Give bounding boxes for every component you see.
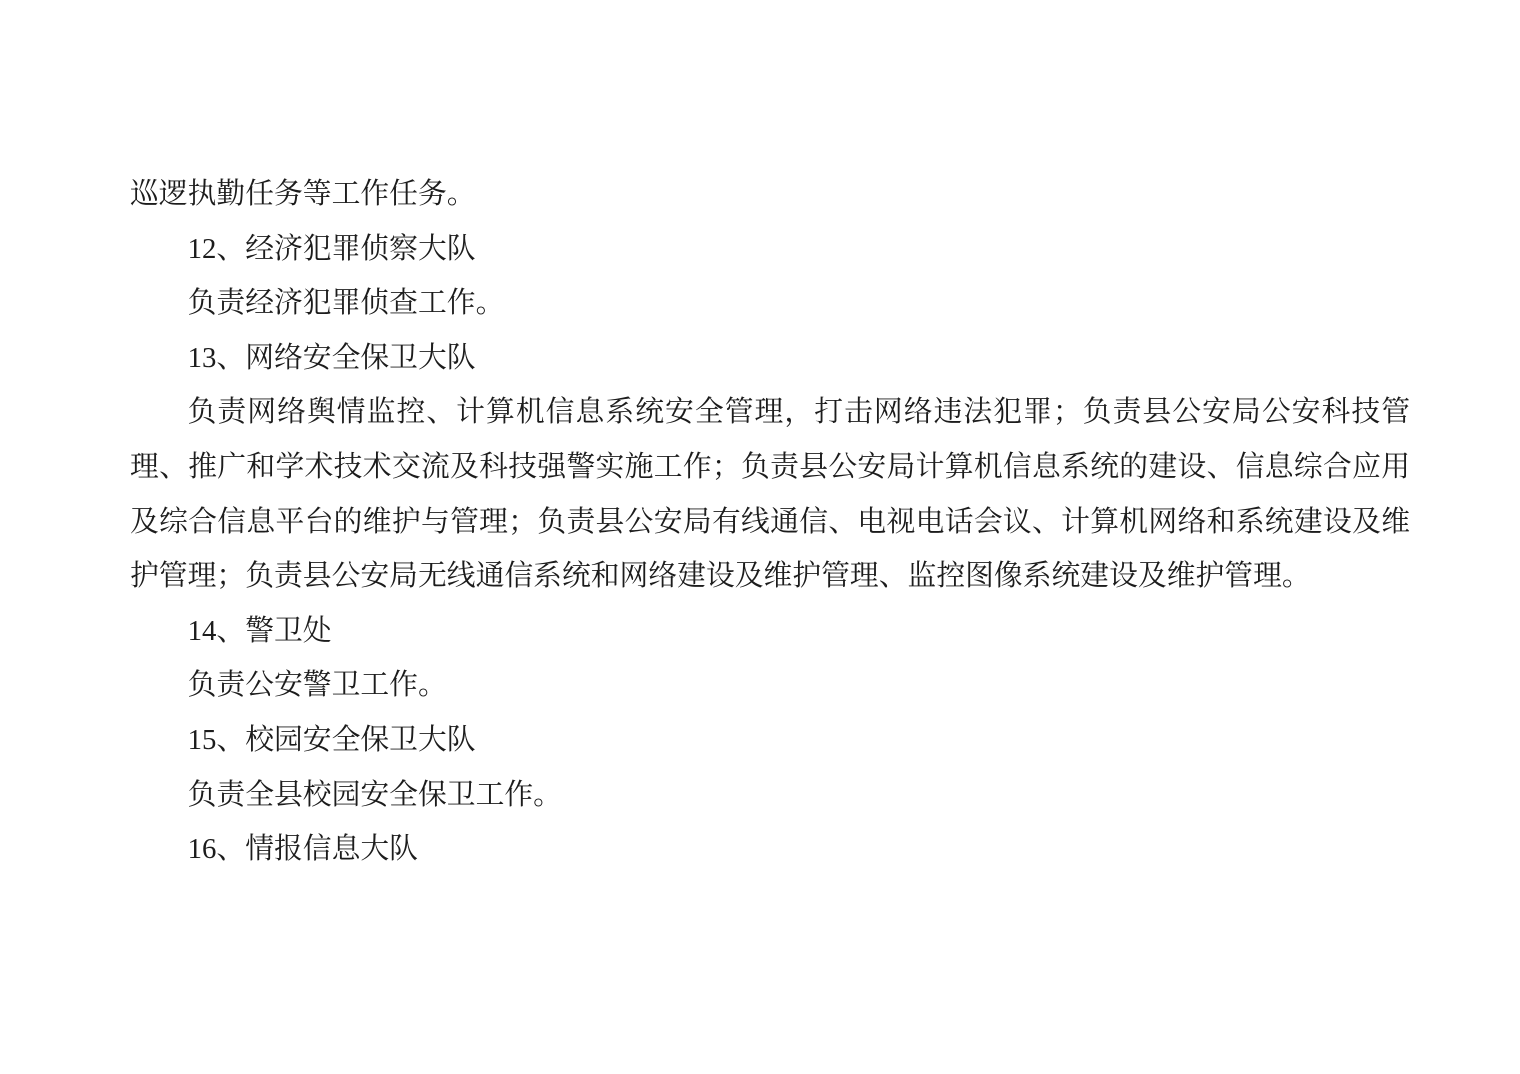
section-heading-15: 15、校园安全保卫大队 xyxy=(187,723,476,756)
section-heading-14: 14、警卫处 xyxy=(187,614,332,647)
section-heading-13: 13、网络安全保卫大队 xyxy=(187,341,476,374)
section-heading-16: 16、情报信息大队 xyxy=(187,833,418,866)
section-heading-12: 12、经济犯罪侦察大队 xyxy=(187,232,476,265)
section-body-15: 负责全县校园安全保卫工作。 xyxy=(187,778,562,811)
paragraph-continuation: 巡逻执勤任务等工作任务。 xyxy=(130,178,476,210)
section-body-14: 负责公安警卫工作。 xyxy=(187,669,447,702)
document-text-block xyxy=(130,167,1410,877)
section-body-12: 负责经济犯罪侦查工作。 xyxy=(187,287,505,320)
section-body-13: 负责网络舆情监控、计算机信息系统安全管理，打击网络违法犯罪；负责县公安局公安科技管理、推广和学术技术交流及科技强警实施工作；负责县公安局计算机信息系统的建设、信息综合应用及综合信息平台的维护与管理；负责县公安局有线通信、电视电话会议、计算机网络和系统建设及维护管理；负责县公安局无线通信系统和网络建设及维护管理、监控图像系统建设及维护管理。 xyxy=(130,396,1410,593)
